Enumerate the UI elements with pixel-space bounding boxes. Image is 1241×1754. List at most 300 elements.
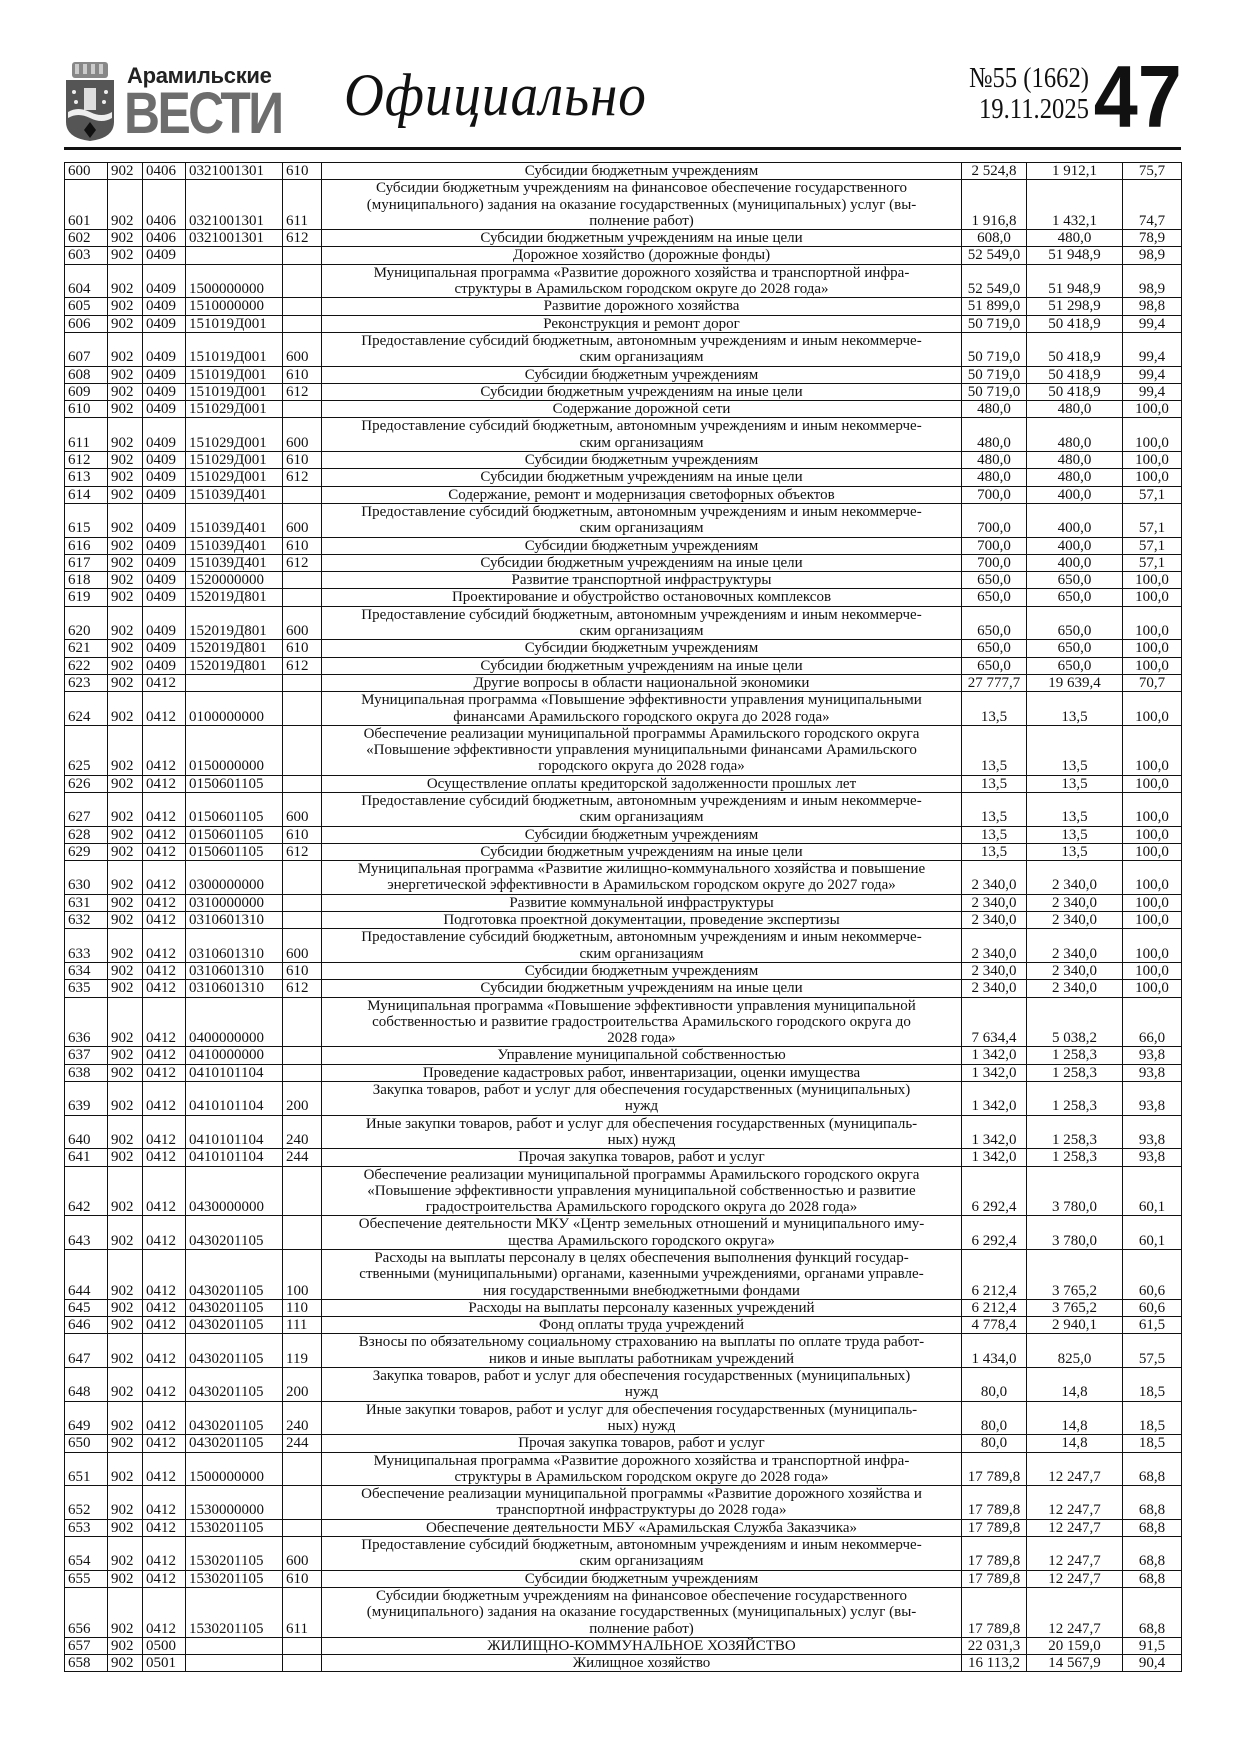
row-number: 653 bbox=[65, 1519, 108, 1536]
planned-amount: 480,0 bbox=[962, 469, 1027, 486]
planned-amount: 2 340,0 bbox=[962, 912, 1027, 929]
department-code: 902 bbox=[108, 163, 143, 180]
issue-info bbox=[911, 63, 1090, 125]
table-row bbox=[65, 657, 1182, 674]
executed-amount: 825,0 bbox=[1027, 1334, 1123, 1368]
planned-amount: 650,0 bbox=[962, 572, 1027, 589]
issue-number: №55 (1662) bbox=[968, 62, 1089, 94]
row-description: Содержание, ремонт и модернизация светофорных объектов bbox=[322, 486, 962, 503]
section-code: 0412 bbox=[143, 1149, 186, 1166]
row-number: 624 bbox=[65, 692, 108, 726]
row-description: Предоставление субсидий бюджетным, автономным учреждениям и иным некоммерче- ским организациям bbox=[322, 1537, 962, 1571]
expense-type-code: 611 bbox=[283, 1587, 322, 1637]
row-description: Развитие коммунальной инфраструктуры bbox=[322, 894, 962, 911]
row-description: Дорожное хозяйство (дорожные фонды) bbox=[322, 247, 962, 264]
executed-amount: 1 432,1 bbox=[1027, 180, 1123, 230]
row-number: 605 bbox=[65, 298, 108, 315]
expense-type-code: 610 bbox=[283, 1570, 322, 1587]
table-row bbox=[65, 1519, 1182, 1536]
row-description: Жилищное хозяйство bbox=[322, 1655, 962, 1672]
execution-percent: 93,8 bbox=[1123, 1115, 1182, 1149]
table-row bbox=[65, 1537, 1182, 1571]
section-code: 0409 bbox=[143, 572, 186, 589]
expense-type-code bbox=[283, 1655, 322, 1672]
table-row bbox=[65, 826, 1182, 843]
section-code: 0409 bbox=[143, 657, 186, 674]
row-number: 658 bbox=[65, 1655, 108, 1672]
expense-type-code bbox=[283, 1047, 322, 1064]
section-code: 0409 bbox=[143, 606, 186, 640]
expense-type-code: 600 bbox=[283, 1537, 322, 1571]
executed-amount: 1 258,3 bbox=[1027, 1047, 1123, 1064]
table-row bbox=[65, 401, 1182, 418]
planned-amount: 13,5 bbox=[962, 843, 1027, 860]
table-row bbox=[65, 792, 1182, 826]
table-row bbox=[65, 486, 1182, 503]
department-code: 902 bbox=[108, 332, 143, 366]
department-code: 902 bbox=[108, 980, 143, 997]
planned-amount: 700,0 bbox=[962, 554, 1027, 571]
row-number: 644 bbox=[65, 1250, 108, 1300]
table-row bbox=[65, 1064, 1182, 1081]
row-number: 633 bbox=[65, 929, 108, 963]
row-description: Закупка товаров, работ и услуг для обеспечения государственных (муниципальных) нужд bbox=[322, 1368, 962, 1402]
planned-amount: 2 340,0 bbox=[962, 929, 1027, 963]
execution-percent: 60,1 bbox=[1123, 1166, 1182, 1216]
row-number: 601 bbox=[65, 180, 108, 230]
executed-amount: 2 940,1 bbox=[1027, 1317, 1123, 1334]
executed-amount: 3 780,0 bbox=[1027, 1216, 1123, 1250]
department-code: 902 bbox=[108, 1115, 143, 1149]
section-code: 0409 bbox=[143, 401, 186, 418]
expense-type-code bbox=[283, 1486, 322, 1520]
table-row bbox=[65, 1047, 1182, 1064]
section-code: 0500 bbox=[143, 1637, 186, 1654]
row-number: 625 bbox=[65, 725, 108, 775]
expense-type-code: 600 bbox=[283, 929, 322, 963]
row-number: 622 bbox=[65, 657, 108, 674]
target-article-code: 151029Д001 bbox=[186, 401, 283, 418]
row-description: Муниципальная программа «Развитие жилищно-коммунального хозяйства и повышение энергетической эффективности в Арамильском городском округе до 2027 года» bbox=[322, 861, 962, 895]
department-code: 902 bbox=[108, 1570, 143, 1587]
section-title: Официально bbox=[344, 62, 647, 128]
row-number: 614 bbox=[65, 486, 108, 503]
target-article-code: 0410101104 bbox=[186, 1064, 283, 1081]
expense-type-code: 244 bbox=[283, 1149, 322, 1166]
target-article-code: 0430201105 bbox=[186, 1435, 283, 1452]
executed-amount: 2 340,0 bbox=[1027, 962, 1123, 979]
expense-type-code: 600 bbox=[283, 418, 322, 452]
execution-percent: 68,8 bbox=[1123, 1519, 1182, 1536]
department-code: 902 bbox=[108, 315, 143, 332]
expense-type-code: 240 bbox=[283, 1401, 322, 1435]
department-code: 902 bbox=[108, 1216, 143, 1250]
row-number: 628 bbox=[65, 826, 108, 843]
table-row bbox=[65, 452, 1182, 469]
planned-amount: 17 789,8 bbox=[962, 1587, 1027, 1637]
row-number: 631 bbox=[65, 894, 108, 911]
table-row bbox=[65, 1368, 1182, 1402]
row-description: Субсидии бюджетным учреждениям на финансовое обеспечение государственного (муниципального) задания на оказание государственных (муниципальных) услуг (вы- полнение работ) bbox=[322, 180, 962, 230]
executed-amount: 14,8 bbox=[1027, 1401, 1123, 1435]
section-code: 0412 bbox=[143, 962, 186, 979]
row-description: Развитие транспортной инфраструктуры bbox=[322, 572, 962, 589]
row-description: Субсидии бюджетным учреждениям bbox=[322, 962, 962, 979]
row-description: Предоставление субсидий бюджетным, автономным учреждениям и иным некоммерче- ским организациям bbox=[322, 606, 962, 640]
execution-percent: 100,0 bbox=[1123, 657, 1182, 674]
expense-type-code bbox=[283, 1519, 322, 1536]
department-code: 902 bbox=[108, 572, 143, 589]
row-number: 641 bbox=[65, 1149, 108, 1166]
section-code: 0501 bbox=[143, 1655, 186, 1672]
execution-percent: 68,8 bbox=[1123, 1587, 1182, 1637]
target-article-code: 0310000000 bbox=[186, 894, 283, 911]
table-row bbox=[65, 894, 1182, 911]
planned-amount: 13,5 bbox=[962, 692, 1027, 726]
execution-percent: 100,0 bbox=[1123, 401, 1182, 418]
section-code: 0412 bbox=[143, 1537, 186, 1571]
executed-amount: 14 567,9 bbox=[1027, 1655, 1123, 1672]
section-code: 0412 bbox=[143, 912, 186, 929]
target-article-code: 0430201105 bbox=[186, 1401, 283, 1435]
executed-amount: 12 247,7 bbox=[1027, 1570, 1123, 1587]
executed-amount: 480,0 bbox=[1027, 452, 1123, 469]
execution-percent: 100,0 bbox=[1123, 725, 1182, 775]
table-row bbox=[65, 606, 1182, 640]
executed-amount: 3 765,2 bbox=[1027, 1250, 1123, 1300]
department-code: 902 bbox=[108, 452, 143, 469]
expense-type-code: 612 bbox=[283, 230, 322, 247]
expense-type-code bbox=[283, 894, 322, 911]
executed-amount: 12 247,7 bbox=[1027, 1452, 1123, 1486]
table-row bbox=[65, 843, 1182, 860]
table-row bbox=[65, 503, 1182, 537]
executed-amount: 1 258,3 bbox=[1027, 1064, 1123, 1081]
department-code: 902 bbox=[108, 692, 143, 726]
section-code: 0412 bbox=[143, 1064, 186, 1081]
target-article-code: 152019Д801 bbox=[186, 657, 283, 674]
section-code: 0409 bbox=[143, 503, 186, 537]
row-number: 608 bbox=[65, 366, 108, 383]
row-number: 634 bbox=[65, 962, 108, 979]
expense-type-code: 610 bbox=[283, 640, 322, 657]
execution-percent: 100,0 bbox=[1123, 469, 1182, 486]
planned-amount: 480,0 bbox=[962, 452, 1027, 469]
table-row bbox=[65, 298, 1182, 315]
executed-amount: 51 948,9 bbox=[1027, 264, 1123, 298]
execution-percent: 100,0 bbox=[1123, 894, 1182, 911]
row-description: Иные закупки товаров, работ и услуг для обеспечения государственных (муниципаль- ных) нужд bbox=[322, 1115, 962, 1149]
planned-amount: 13,5 bbox=[962, 725, 1027, 775]
expense-type-code bbox=[283, 912, 322, 929]
planned-amount: 1 916,8 bbox=[962, 180, 1027, 230]
section-code: 0412 bbox=[143, 1368, 186, 1402]
target-article-code: 0310601310 bbox=[186, 980, 283, 997]
section-code: 0412 bbox=[143, 1115, 186, 1149]
executed-amount: 50 418,9 bbox=[1027, 383, 1123, 400]
executed-amount: 2 340,0 bbox=[1027, 912, 1123, 929]
target-article-code bbox=[186, 247, 283, 264]
row-number: 626 bbox=[65, 775, 108, 792]
expense-type-code: 612 bbox=[283, 469, 322, 486]
planned-amount: 7 634,4 bbox=[962, 997, 1027, 1047]
target-article-code: 0430201105 bbox=[186, 1250, 283, 1300]
row-description: Предоставление субсидий бюджетным, автономным учреждениям и иным некоммерче- ским организациям bbox=[322, 792, 962, 826]
row-number: 600 bbox=[65, 163, 108, 180]
section-code: 0412 bbox=[143, 1299, 186, 1316]
execution-percent: 98,9 bbox=[1123, 264, 1182, 298]
planned-amount: 50 719,0 bbox=[962, 315, 1027, 332]
target-article-code: 1530201105 bbox=[186, 1570, 283, 1587]
row-description: Субсидии бюджетным учреждениям bbox=[322, 366, 962, 383]
row-number: 615 bbox=[65, 503, 108, 537]
section-code: 0412 bbox=[143, 826, 186, 843]
row-number: 602 bbox=[65, 230, 108, 247]
row-description: Проведение кадастровых работ, инвентаризации, оценки имущества bbox=[322, 1064, 962, 1081]
execution-percent: 100,0 bbox=[1123, 640, 1182, 657]
expense-type-code: 612 bbox=[283, 980, 322, 997]
table-row bbox=[65, 1334, 1182, 1368]
executed-amount: 2 340,0 bbox=[1027, 980, 1123, 997]
execution-percent: 68,8 bbox=[1123, 1537, 1182, 1571]
expense-type-code bbox=[283, 725, 322, 775]
target-article-code: 151039Д401 bbox=[186, 503, 283, 537]
row-number: 639 bbox=[65, 1082, 108, 1116]
row-description: Субсидии бюджетным учреждениям bbox=[322, 1570, 962, 1587]
section-code: 0409 bbox=[143, 418, 186, 452]
row-number: 656 bbox=[65, 1587, 108, 1637]
executed-amount: 400,0 bbox=[1027, 537, 1123, 554]
department-code: 902 bbox=[108, 366, 143, 383]
section-code: 0412 bbox=[143, 1216, 186, 1250]
execution-percent: 66,0 bbox=[1123, 997, 1182, 1047]
target-article-code: 1530000000 bbox=[186, 1486, 283, 1520]
execution-percent: 100,0 bbox=[1123, 589, 1182, 606]
department-code: 902 bbox=[108, 1317, 143, 1334]
row-description: Субсидии бюджетным учреждениям на иные цели bbox=[322, 980, 962, 997]
execution-percent: 57,1 bbox=[1123, 554, 1182, 571]
executed-amount: 650,0 bbox=[1027, 640, 1123, 657]
section-code: 0409 bbox=[143, 298, 186, 315]
target-article-code: 0310601310 bbox=[186, 929, 283, 963]
row-number: 657 bbox=[65, 1637, 108, 1654]
planned-amount: 80,0 bbox=[962, 1368, 1027, 1402]
executed-amount: 1 258,3 bbox=[1027, 1115, 1123, 1149]
table-row bbox=[65, 1149, 1182, 1166]
section-code: 0406 bbox=[143, 163, 186, 180]
page-number: 47 bbox=[1093, 47, 1182, 146]
execution-percent: 70,7 bbox=[1123, 674, 1182, 691]
executed-amount: 13,5 bbox=[1027, 843, 1123, 860]
table-row bbox=[65, 1299, 1182, 1316]
planned-amount: 4 778,4 bbox=[962, 1317, 1027, 1334]
expense-type-code: 610 bbox=[283, 163, 322, 180]
executed-amount: 2 340,0 bbox=[1027, 929, 1123, 963]
executed-amount: 12 247,7 bbox=[1027, 1537, 1123, 1571]
execution-percent: 93,8 bbox=[1123, 1064, 1182, 1081]
expense-type-code: 610 bbox=[283, 366, 322, 383]
table-row bbox=[65, 1655, 1182, 1672]
planned-amount: 6 292,4 bbox=[962, 1166, 1027, 1216]
section-code: 0412 bbox=[143, 792, 186, 826]
section-code: 0409 bbox=[143, 332, 186, 366]
execution-percent: 99,4 bbox=[1123, 383, 1182, 400]
row-number: 655 bbox=[65, 1570, 108, 1587]
executed-amount: 13,5 bbox=[1027, 692, 1123, 726]
target-article-code: 152019Д801 bbox=[186, 640, 283, 657]
department-code: 902 bbox=[108, 401, 143, 418]
planned-amount: 6 212,4 bbox=[962, 1299, 1027, 1316]
execution-percent: 100,0 bbox=[1123, 861, 1182, 895]
row-description: Предоставление субсидий бюджетным, автономным учреждениям и иным некоммерче- ским организациям bbox=[322, 418, 962, 452]
execution-percent: 57,5 bbox=[1123, 1334, 1182, 1368]
expense-type-code bbox=[283, 674, 322, 691]
row-description: ЖИЛИЩНО-КОММУНАЛЬНОЕ ХОЗЯЙСТВО bbox=[322, 1637, 962, 1654]
planned-amount: 1 342,0 bbox=[962, 1149, 1027, 1166]
row-number: 612 bbox=[65, 452, 108, 469]
execution-percent: 68,8 bbox=[1123, 1570, 1182, 1587]
executed-amount: 650,0 bbox=[1027, 606, 1123, 640]
planned-amount: 17 789,8 bbox=[962, 1537, 1027, 1571]
row-description: Предоставление субсидий бюджетным, автономным учреждениям и иным некоммерче- ским организациям bbox=[322, 332, 962, 366]
department-code: 902 bbox=[108, 1637, 143, 1654]
target-article-code: 0150000000 bbox=[186, 725, 283, 775]
section-code: 0412 bbox=[143, 929, 186, 963]
planned-amount: 700,0 bbox=[962, 537, 1027, 554]
planned-amount: 480,0 bbox=[962, 401, 1027, 418]
table-row bbox=[65, 264, 1182, 298]
row-number: 613 bbox=[65, 469, 108, 486]
section-code: 0409 bbox=[143, 247, 186, 264]
executed-amount: 650,0 bbox=[1027, 572, 1123, 589]
row-description: Субсидии бюджетным учреждениям на иные цели bbox=[322, 469, 962, 486]
section-code: 0412 bbox=[143, 894, 186, 911]
department-code: 902 bbox=[108, 997, 143, 1047]
row-number: 643 bbox=[65, 1216, 108, 1250]
department-code: 902 bbox=[108, 1368, 143, 1402]
expense-type-code: 610 bbox=[283, 826, 322, 843]
department-code: 902 bbox=[108, 418, 143, 452]
row-number: 609 bbox=[65, 383, 108, 400]
execution-percent: 78,9 bbox=[1123, 230, 1182, 247]
target-article-code: 151039Д401 bbox=[186, 554, 283, 571]
row-description: Обеспечение деятельности МКУ «Центр земельных отношений и муниципального иму- щества Арамильского городского округа» bbox=[322, 1216, 962, 1250]
planned-amount: 650,0 bbox=[962, 640, 1027, 657]
planned-amount: 608,0 bbox=[962, 230, 1027, 247]
executed-amount: 20 159,0 bbox=[1027, 1637, 1123, 1654]
row-number: 623 bbox=[65, 674, 108, 691]
execution-percent: 61,5 bbox=[1123, 1317, 1182, 1334]
department-code: 902 bbox=[108, 912, 143, 929]
expense-type-code bbox=[283, 298, 322, 315]
department-code: 902 bbox=[108, 298, 143, 315]
row-description: Проектирование и обустройство остановочных комплексов bbox=[322, 589, 962, 606]
planned-amount: 52 549,0 bbox=[962, 264, 1027, 298]
execution-percent: 99,4 bbox=[1123, 315, 1182, 332]
expense-type-code: 110 bbox=[283, 1299, 322, 1316]
section-code: 0412 bbox=[143, 1435, 186, 1452]
planned-amount: 650,0 bbox=[962, 657, 1027, 674]
department-code: 902 bbox=[108, 1149, 143, 1166]
target-article-code: 1530201105 bbox=[186, 1519, 283, 1536]
section-code: 0412 bbox=[143, 1519, 186, 1536]
executed-amount: 480,0 bbox=[1027, 401, 1123, 418]
target-article-code: 0410101104 bbox=[186, 1149, 283, 1166]
table-row bbox=[65, 1637, 1182, 1654]
row-number: 621 bbox=[65, 640, 108, 657]
target-article-code: 151029Д001 bbox=[186, 418, 283, 452]
target-article-code: 151039Д401 bbox=[186, 486, 283, 503]
expense-type-code: 111 bbox=[283, 1317, 322, 1334]
expense-type-code bbox=[283, 572, 322, 589]
row-description: Субсидии бюджетным учреждениям на иные цели bbox=[322, 657, 962, 674]
row-number: 647 bbox=[65, 1334, 108, 1368]
execution-percent: 100,0 bbox=[1123, 606, 1182, 640]
row-number: 629 bbox=[65, 843, 108, 860]
department-code: 902 bbox=[108, 1435, 143, 1452]
department-code: 902 bbox=[108, 894, 143, 911]
expense-type-code bbox=[283, 401, 322, 418]
row-description: Субсидии бюджетным учреждениям bbox=[322, 163, 962, 180]
executed-amount: 50 418,9 bbox=[1027, 366, 1123, 383]
execution-percent: 93,8 bbox=[1123, 1082, 1182, 1116]
target-article-code: 152019Д801 bbox=[186, 589, 283, 606]
table-row bbox=[65, 725, 1182, 775]
target-article-code bbox=[186, 674, 283, 691]
row-number: 649 bbox=[65, 1401, 108, 1435]
execution-percent: 99,4 bbox=[1123, 332, 1182, 366]
row-number: 619 bbox=[65, 589, 108, 606]
department-code: 902 bbox=[108, 861, 143, 895]
execution-percent: 90,4 bbox=[1123, 1655, 1182, 1672]
section-code: 0412 bbox=[143, 1570, 186, 1587]
row-description: Субсидии бюджетным учреждениям bbox=[322, 826, 962, 843]
execution-percent: 100,0 bbox=[1123, 980, 1182, 997]
section-code: 0409 bbox=[143, 315, 186, 332]
execution-percent: 57,1 bbox=[1123, 537, 1182, 554]
row-number: 638 bbox=[65, 1064, 108, 1081]
section-code: 0412 bbox=[143, 1250, 186, 1300]
target-article-code: 151019Д001 bbox=[186, 315, 283, 332]
executed-amount: 13,5 bbox=[1027, 725, 1123, 775]
expense-type-code bbox=[283, 315, 322, 332]
row-description: Развитие дорожного хозяйства bbox=[322, 298, 962, 315]
row-description: Расходы на выплаты персоналу в целях обеспечения выполнения функций государ- ственными (муниципальными) органами, казенными учреждениями, органами управле- ния государственными внебюджетными фондами bbox=[322, 1250, 962, 1300]
department-code: 902 bbox=[108, 1587, 143, 1637]
section-code: 0406 bbox=[143, 230, 186, 247]
target-article-code: 0310601310 bbox=[186, 962, 283, 979]
target-article-code: 0150601105 bbox=[186, 775, 283, 792]
expense-type-code bbox=[283, 1216, 322, 1250]
row-description: Субсидии бюджетным учреждениям на иные цели bbox=[322, 554, 962, 571]
executed-amount: 1 258,3 bbox=[1027, 1149, 1123, 1166]
department-code: 902 bbox=[108, 1537, 143, 1571]
section-code: 0406 bbox=[143, 180, 186, 230]
expense-type-code bbox=[283, 589, 322, 606]
section-code: 0412 bbox=[143, 1082, 186, 1116]
planned-amount: 2 340,0 bbox=[962, 962, 1027, 979]
section-code: 0412 bbox=[143, 1317, 186, 1334]
target-article-code: 151029Д001 bbox=[186, 452, 283, 469]
row-description: Обеспечение реализации муниципальной программы Арамильского городского округа «Повышение эффективности управления муниципальными финансами Арамильского городского округа до 2028 года» bbox=[322, 725, 962, 775]
row-description: Муниципальная программа «Повышение эффективности управления муниципальной собственностью и развитие градостроительства Арамильского городского округа до 2028 года» bbox=[322, 997, 962, 1047]
expense-type-code: 610 bbox=[283, 537, 322, 554]
department-code: 902 bbox=[108, 775, 143, 792]
execution-percent: 18,5 bbox=[1123, 1368, 1182, 1402]
execution-percent: 74,7 bbox=[1123, 180, 1182, 230]
execution-percent: 100,0 bbox=[1123, 692, 1182, 726]
department-code: 902 bbox=[108, 486, 143, 503]
